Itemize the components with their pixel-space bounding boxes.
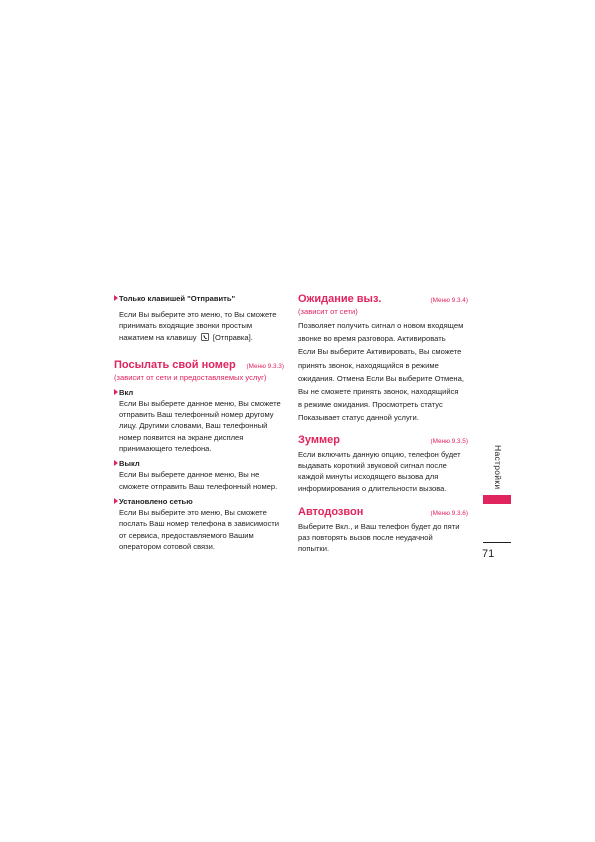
auto-redial-title: Автодозвон [298,505,364,518]
auto-redial-body [298,521,468,555]
section-subtitle: (зависит от сети и предоставляемых услуг) [114,372,267,382]
bullet-triangle-icon [114,389,118,395]
text-line: послать Ваш номер телефона в зависимости [119,519,279,529]
right-column [298,293,468,555]
side-tab-label [483,440,513,494]
text-line: отправить Ваш телефонный номер другому [119,410,274,420]
menu-reference: (Меню 9.3.5) [430,437,468,445]
text-line: лицу. Другими словами, Ваш телефонный [119,421,268,431]
text-line: принять звонок, находящийся в режиме [298,360,439,370]
text-line: сможете отправить Ваш телефонный номер. [119,481,278,491]
section-header [298,434,468,446]
text-line: Если Вы выберите это меню, то Вы сможете [119,310,277,319]
call-waiting-title: Ожидание выз. [298,293,382,305]
caller-id-title: Посылать свой номер [114,358,236,371]
option-on [114,387,284,454]
bullet-triangle-icon [114,460,118,466]
text-line: выдавать короткий звуковой сигнал после [298,460,447,470]
only-send-body [114,309,284,343]
section-call-waiting [298,293,468,425]
text-line: информирования о длительности вызова. [298,483,447,493]
text-line: принимающего телефона. [119,444,212,454]
text-fragment: нажатием на клавишу [119,332,197,342]
minute-minder-title: Зуммер [298,433,340,446]
section-subtitle: (зависит от сети) [298,307,358,316]
text-line: Если Вы выберите это меню, Вы сможете [119,507,267,517]
text-line: каждой минуты исходящего вызова для [298,472,439,482]
page-number: 71 [482,548,495,560]
text-line: Позволяет получить сигнал о новом входящем [298,321,464,330]
section-minute-minder [298,434,468,494]
option-title: Установлено сетью [119,496,193,506]
bullet-heading [114,293,284,304]
text-line: принимать входящие звонки простым [119,321,253,331]
section-only-send [114,293,284,343]
section-header [114,359,284,371]
text-line: Выберите Вкл., и Ваш телефон будет до пяти [298,521,460,531]
text-fragment: [Отправка]. [212,332,253,342]
section-header [298,506,468,518]
text-line: Если включить данную опцию, телефон будет [298,449,461,459]
send-key-icon [201,333,209,341]
text-line: Если Вы выберете данное меню, Вы не [119,470,260,480]
section-caller-id [114,359,284,552]
bullet-heading [114,496,284,507]
text-line: номер появится на экране дисплея [119,432,244,442]
text-line [119,332,284,343]
only-send-title: Только клавишей "Отправить" [119,294,236,303]
text-line: Если Вы выберете данное меню, Вы сможете [119,398,281,408]
text-line: оператором сотовой связи. [119,541,216,551]
text-line: Показывает статус данной услуги. [298,413,419,423]
call-waiting-body [298,319,468,425]
text-line: в режиме ожидания. Просмотреть статус [298,400,443,410]
text-line: от сервиса, предоставляемого Вашим [119,530,254,540]
menu-reference: (Меню 9.3.3) [246,362,284,370]
menu-reference: (Меню 9.3.6) [430,509,468,517]
side-tab-marker [483,495,511,504]
side-tab-text: Настройки [493,444,503,490]
option-title: Вкл [119,387,134,397]
text-line: Вы не сможете принять звонок, находящийся [298,387,459,397]
text-line: раз повторять вызов после неудачной [298,533,433,543]
text-line: ожидания. Отмена Если Вы выберите Отмена, [298,373,464,383]
section-auto-redial [298,506,468,555]
option-network [114,496,284,552]
menu-reference: (Меню 9.3.4) [430,297,468,304]
bullet-triangle-icon [114,498,118,504]
option-off [114,458,284,492]
text-line: звонке во время разговора. Активировать [298,334,446,344]
option-title: Выкл [119,459,140,469]
page-number-divider [483,542,511,543]
bullet-heading [114,458,284,469]
text-line: попытки. [298,544,330,554]
bullet-heading [114,387,284,398]
text-line: Если Вы выберите Активировать, Вы сможете [298,347,462,357]
left-column [114,293,284,552]
section-header [298,293,468,305]
minute-minder-body [298,449,468,494]
bullet-triangle-icon [114,295,118,301]
